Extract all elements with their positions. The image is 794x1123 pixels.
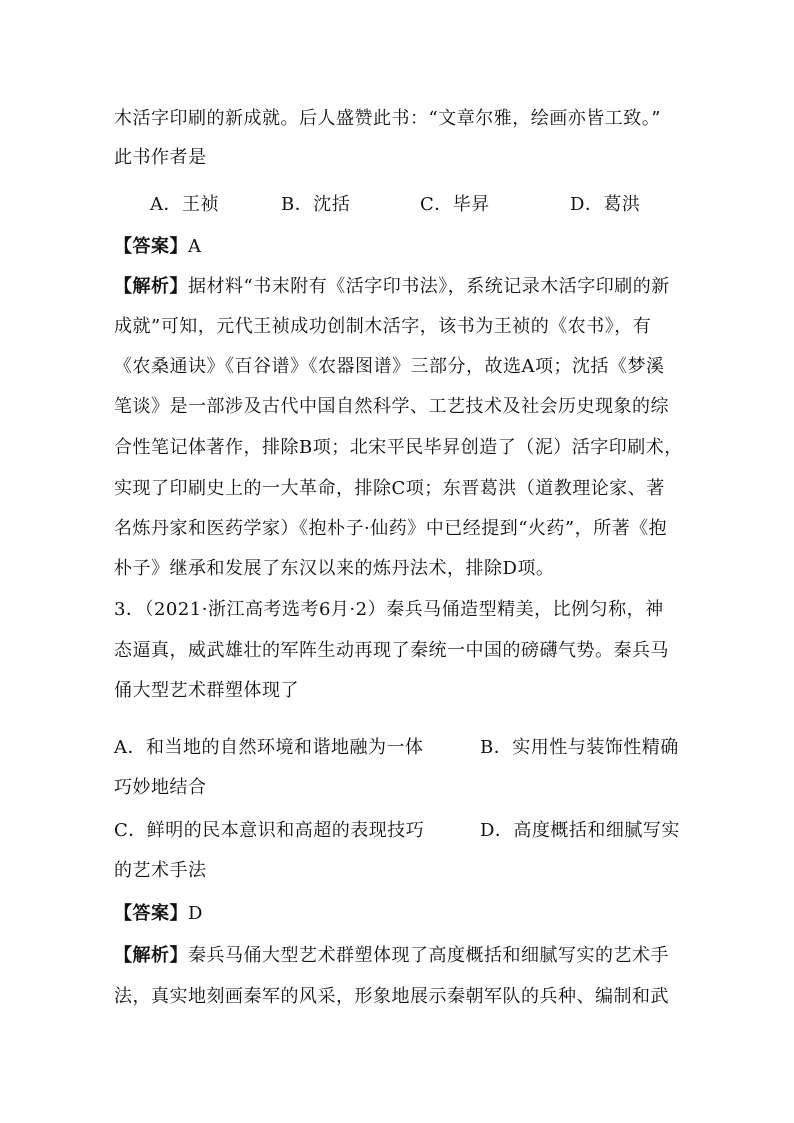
- q3-option-a: A．和当地的自然环境和谐地融为一体: [114, 737, 424, 758]
- q3-analysis-text: 秦兵马俑大型艺术群塑体现了高度概括和细腻写实的艺术手: [188, 945, 669, 966]
- q2-analysis-line: 成就”可知，元代王祯成功创制木活字，该书为王祯的《农书》，有: [114, 316, 652, 337]
- q2-analysis-label: 【解析】: [114, 276, 188, 297]
- q2-analysis-line: [114, 272, 670, 298]
- q3-analysis-line: [114, 941, 669, 967]
- q3-option-b-continued: 巧妙地结合: [114, 777, 207, 798]
- q3-option-b: B．实用性与装饰性精确: [480, 737, 679, 758]
- q3-answer: [114, 899, 203, 925]
- q2-stem-line1: 木活字印刷的新成就。后人盛赞此书：“文章尔雅，绘画亦皆工致。”: [114, 108, 661, 129]
- q3-option-c: C．鲜明的民本意识和高超的表现技巧: [114, 820, 425, 841]
- q2-analysis-line: 实现了印刷史上的一大革命，排除C项；东晋葛洪（道教理论家、著: [114, 478, 665, 499]
- q3-answer-label: 【答案】: [114, 903, 188, 924]
- q2-option-a: A．王祯: [150, 194, 219, 215]
- q3-analysis-label: 【解析】: [114, 945, 188, 966]
- q2-answer-value: A: [188, 236, 202, 257]
- q2-option-d: D．葛洪: [570, 194, 641, 215]
- q2-option-b: B．沈括: [281, 194, 351, 215]
- q3-stem-line: 态逼真，威武雄壮的军阵生动再现了秦统一中国的磅礴气势。秦兵马: [114, 640, 669, 661]
- q3-stem-line: 3．（2021·浙江高考选考6月·2）秦兵马俑造型精美，比例匀称，神: [114, 599, 664, 620]
- q2-stem-line2: 此书作者是: [114, 147, 207, 168]
- q2-analysis-line: 笔谈》是一部涉及古代中国自然科学、工艺技术及社会历史现象的综: [114, 396, 669, 417]
- q3-stem-line: 俑大型艺术群塑体现了: [114, 680, 299, 701]
- q3-option-d-continued: 的艺术手法: [114, 860, 207, 881]
- q3-answer-value: D: [188, 903, 203, 924]
- q3-analysis-line: 法，真实地刻画秦军的风采，形象地展示秦朝军队的兵种、编制和武: [114, 986, 669, 1007]
- q2-analysis-line: 名炼丹家和医药学家）《抱朴子·仙药》中已经提到“火药”，所著《抱: [114, 518, 668, 539]
- q2-option-c: C．毕昇: [420, 194, 490, 215]
- q2-analysis-line: 朴子》继承和发展了东汉以来的炼丹法术，排除D项。: [114, 558, 555, 579]
- q2-answer-label: 【答案】: [114, 236, 188, 257]
- q2-analysis-line: 《农桑通诀》《百谷谱》《农器图谱》三部分，故选A项；沈括《梦溪: [114, 356, 665, 377]
- q2-answer: [114, 232, 202, 258]
- q2-analysis-text: 据材料“书末附有《活字印书法》，系统记录木活字印刷的新: [188, 276, 670, 297]
- q2-analysis-line: 合性笔记体著作，排除B项；北宋平民毕昇创造了（泥）活字印刷术，: [114, 437, 683, 458]
- q3-option-d: D．高度概括和细腻写实: [480, 820, 680, 841]
